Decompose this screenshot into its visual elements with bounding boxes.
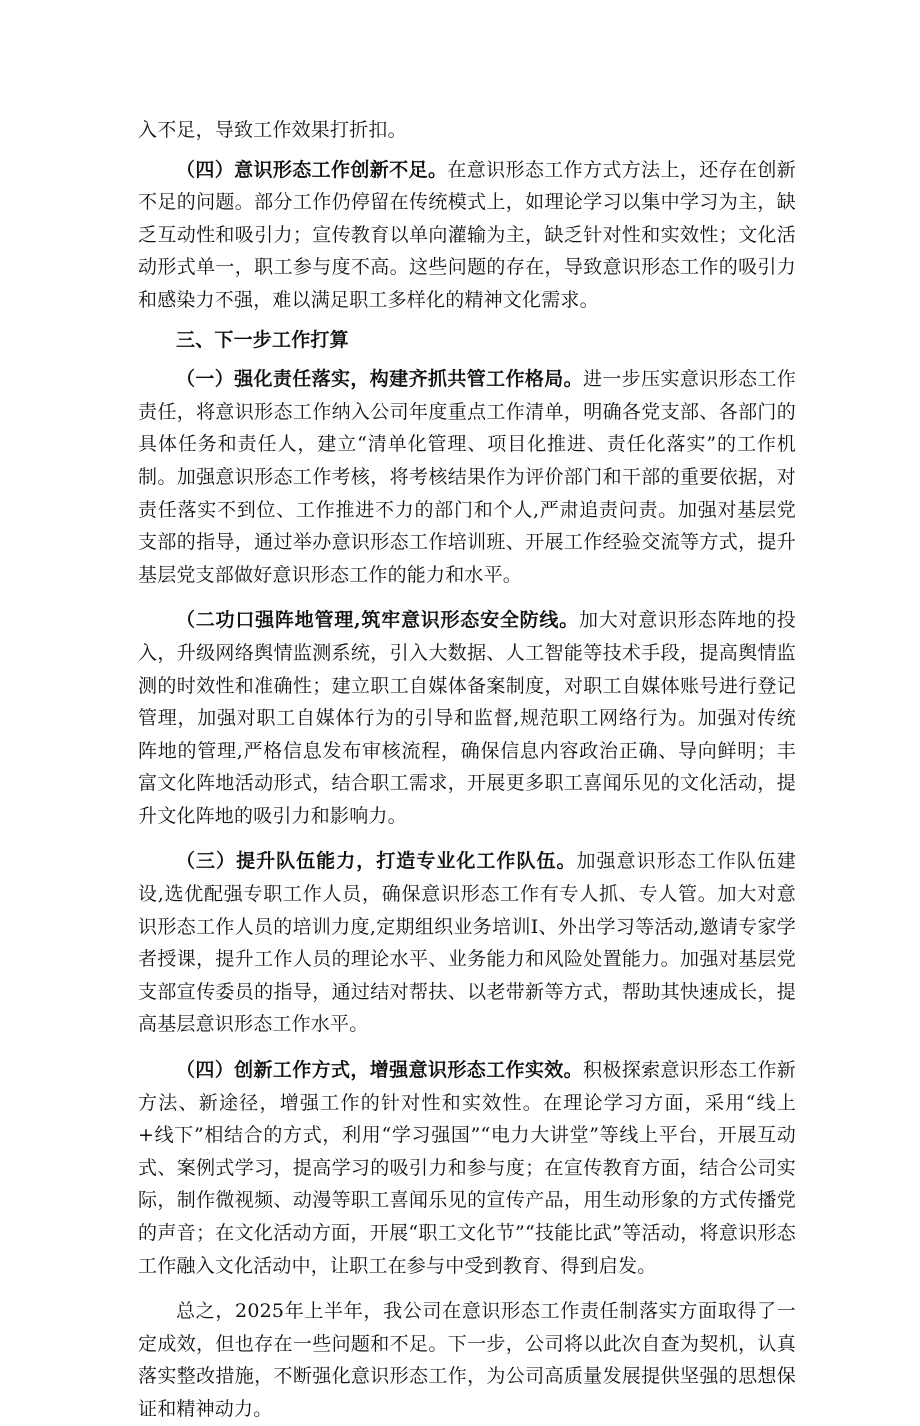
paragraph-heading: （四）意识形态工作创新不足。 [176, 158, 448, 181]
paragraph-position-management [138, 604, 796, 832]
section-title: 三、下一步工作打算 [176, 328, 349, 351]
paragraph-body: 进一步压实意识形态工作责任，将意识形态工作纳入公司年度重点工作清单，明确各党支部、各部门的具体任务和责任人，建立“清单化管理、项目化推进、责任化落实”的工作机制。加强意识形态工作考核，将考核结果作为评价部门和干部的重要依据，对责任落实不到位、工作推进不力的部门和个人,严肃追责问责。加强对基层党支部的指导，通过举办意识形态工作培训班、开展工作经验交流等方式，提升基层党支部做好意识形态工作的能力和水平。 [138, 368, 797, 586]
paragraph-innovation-shortfall [138, 154, 796, 317]
paragraph-responsibility [138, 363, 796, 591]
document-page [138, 114, 796, 1426]
paragraph-conclusion [138, 1295, 796, 1425]
paragraph-body: 加大对意识形态阵地的投入，升级网络舆情监测系统，引入大数据、人工智能等技术手段，提高舆情监测的时效性和准确性；建立职工自媒体备案制度，对职工自媒体账号进行登记管理，加强对职工自媒体行为的引导和监督,规范职工网络行为。加强对传统阵地的管理,严格信息发布审核流程，确保信息内容政治正确、导向鲜明；丰富文化阵地活动形式，结合职工需求，开展更多职工喜闻乐见的文化活动，提升文化阵地的吸引力和影响力。 [138, 609, 796, 827]
paragraph-continuation [138, 114, 796, 147]
section-heading-next-steps [138, 324, 796, 357]
paragraph-body: 入不足，导致工作效果打折扣。 [138, 119, 407, 141]
paragraph-heading: （三）提升队伍能力，打造专业化工作队伍。 [176, 850, 577, 873]
paragraph-body: 积极探索意识形态工作新方法、新途径，增强工作的针对性和实效性。在理论学习方面，采用“线上+线下”相结合的方式，利用“学习强国”“电力大讲堂”等线上平台，开展互动式、案例式学习，提高学习的吸引力和参与度；在宣传教育方面，结合公司实际，制作微视频、动漫等职工喜闻乐见的宣传产品，用生动形象的方式传播党的声音；在文化活动方面，开展“职工文化节”“技能比武”等活动，将意识形态工作融入文化活动中，让职工在参与中受到教育、得到启发。 [138, 1059, 797, 1277]
paragraph-heading: （二功口强阵地管理,筑牢意识形态安全防线。 [176, 609, 579, 632]
paragraph-body: 加强意识形态工作队伍建设,选优配强专职工作人员，确保意识形态工作有专人抓、专人管。加大对意识形态工作人员的培训力度,定期组织业务培训I、外出学习等活动,邀请专家学者授课，提升工作人员的理论水平、业务能力和风险处置能力。加强对基层党支部宣传委员的指导，通过结对帮扶、以老带新等方式，帮助其快速成长，提高基层意识形态工作水平。 [138, 850, 796, 1036]
paragraph-team-capability [138, 845, 796, 1041]
paragraph-body: 在意识形态工作方式方法上，还存在创新不足的问题。部分工作仍停留在传统模式上，如理论学习以集中学习为主，缺乏互动性和吸引力；宣传教育以单向灌输为主，缺乏针对性和实效性；文化活动形式单一，职工参与度不高。这些问题的存在，导致意识形态工作的吸引力和感染力不强，难以满足职工多样化的精神文化需求。 [138, 158, 796, 311]
paragraph-heading: （四）创新工作方式，增强意识形态工作实效。 [176, 1059, 583, 1082]
paragraph-body: 总之，2025年上半年，我公司在意识形态工作责任制落实方面取得了一定成效，但也存在一些问题和不足。下一步，公司将以此次自查为契机，认真落实整改措施，不断强化意识形态工作，为公司高质量发展提供坚强的思想保证和精神动力。 [138, 1300, 796, 1420]
paragraph-heading: （一）强化责任落实，构建齐抓共管工作格局。 [176, 368, 583, 391]
paragraph-work-methods [138, 1054, 796, 1282]
